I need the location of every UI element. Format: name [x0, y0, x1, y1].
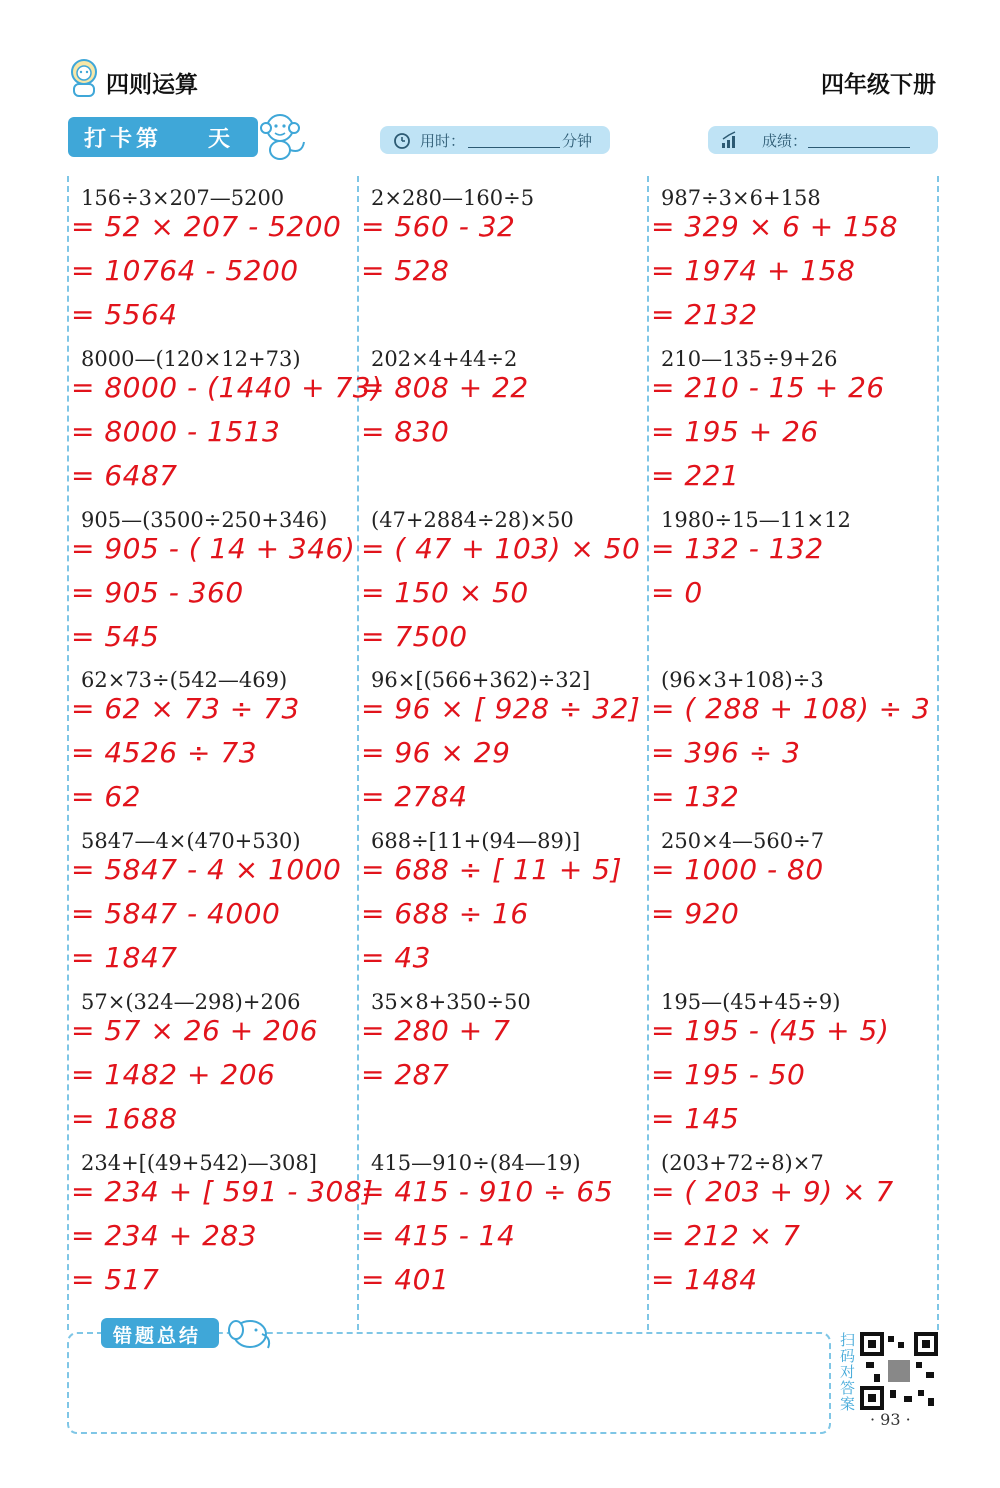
- checkin-label: 打卡第: [84, 127, 163, 152]
- handwritten-step: = 210 - 15 + 26: [651, 370, 885, 404]
- monkey-mascot-icon: [256, 110, 312, 162]
- qr-code-icon[interactable]: [860, 1332, 938, 1410]
- problem-expression: 2×280—160÷5: [371, 186, 535, 210]
- handwritten-step: = 62: [71, 780, 141, 814]
- problem-expression: 195—(45+45÷9): [661, 990, 841, 1014]
- problem-expression: 62×73÷(542—469): [81, 668, 288, 693]
- time-label: 用时：: [420, 132, 466, 150]
- handwritten-step: = 545: [71, 619, 160, 653]
- problem-cell: [359, 180, 639, 340]
- page-title: 四则运算: [106, 72, 198, 98]
- problem-expression: 210—135÷9+26: [661, 346, 838, 371]
- problem-expression: 415—910÷(84—19): [371, 1150, 581, 1175]
- handwritten-step: = 1000 - 80: [651, 853, 824, 887]
- page-header: [66, 58, 936, 102]
- handwritten-step: = 234 + 283: [71, 1218, 258, 1252]
- handwritten-step: = 1484: [651, 1262, 758, 1296]
- handwritten-step: = 8000 - (1440 + 73): [71, 370, 383, 404]
- score-field: [708, 126, 938, 154]
- problem-cell: [359, 662, 639, 822]
- problem-expression: 250×4—560÷7: [661, 829, 825, 854]
- problem-cell: [69, 984, 349, 1144]
- handwritten-step: = 43: [361, 941, 431, 975]
- mistake-summary-label: 错题总结: [113, 1325, 202, 1347]
- handwritten-step: = 234 + [ 591 - 308]: [71, 1174, 374, 1208]
- page-number: · 93 ·: [870, 1410, 911, 1429]
- problem-cell: [69, 180, 349, 340]
- problem-expression: 1980÷15—11×12: [661, 507, 851, 532]
- time-unit-label: 分钟: [562, 132, 593, 150]
- handwritten-step: = 8000 - 1513: [71, 414, 281, 448]
- handwritten-step: = 5847 - 4000: [71, 897, 281, 931]
- handwritten-step: = 905 - 360: [71, 575, 244, 609]
- problem-cell: [649, 341, 929, 501]
- handwritten-step: = 1688: [71, 1102, 178, 1135]
- handwritten-step: = 280 + 7: [361, 1014, 511, 1047]
- problem-cell: [649, 502, 929, 662]
- handwritten-step: = 415 - 14: [361, 1218, 516, 1252]
- handwritten-step: = 96 × [ 928 ÷ 32]: [361, 692, 641, 726]
- handwritten-step: = 2132: [651, 298, 758, 331]
- handwritten-step: = ( 203 + 9) × 7: [651, 1174, 894, 1208]
- handwritten-step: = 329 × 6 + 158: [651, 210, 899, 243]
- handwritten-step: = 396 ÷ 3: [651, 736, 801, 770]
- problem-cell: [359, 1145, 639, 1305]
- handwritten-step: = 7500: [361, 619, 468, 653]
- problem-expression: 35×8+350÷50: [371, 990, 531, 1014]
- lion-mascot-icon: [66, 58, 102, 98]
- problem-cell: [69, 662, 349, 822]
- problem-cell: [69, 1145, 374, 1305]
- problem-expression: 234+[(49+542)—308]: [81, 1150, 317, 1175]
- handwritten-step: = 57 × 26 + 206: [71, 1014, 319, 1047]
- grade-label: 四年级下册: [821, 72, 936, 98]
- problem-expression: 202×4+44÷2: [371, 346, 518, 371]
- problem-expression: 5847—4×(470+530): [81, 829, 301, 854]
- problem-cell: [69, 341, 383, 501]
- handwritten-step: = ( 288 + 108) ÷ 3: [651, 692, 931, 726]
- handwritten-step: = 688 ÷ [ 11 + 5]: [361, 853, 623, 887]
- handwritten-step: = 5847 - 4 × 1000: [71, 853, 342, 887]
- handwritten-step: = 195 - (45 + 5): [651, 1014, 890, 1047]
- problem-expression: 987÷3×6+158: [661, 186, 821, 210]
- problem-cell: [69, 502, 356, 662]
- problem-expression: 57×(324—298)+206: [81, 990, 301, 1014]
- problem-expression: 905—(3500÷250+346): [81, 507, 328, 532]
- handwritten-step: = 688 ÷ 16: [361, 897, 529, 931]
- problem-cell: [649, 823, 929, 983]
- handwritten-step: = 62 × 73 ÷ 73: [71, 692, 300, 726]
- handwritten-step: = 287: [361, 1058, 450, 1091]
- problem-expression: (203+72÷8)×7: [661, 1150, 824, 1175]
- problem-cell: [649, 984, 929, 1144]
- score-label: 成绩：: [762, 132, 808, 150]
- handwritten-step: = 195 + 26: [651, 414, 819, 448]
- handwritten-step: = 517: [71, 1262, 160, 1296]
- problem-cell: [69, 823, 349, 983]
- mistake-summary-tag: [101, 1318, 219, 1348]
- handwritten-step: = 0: [651, 575, 703, 609]
- handwritten-step: = 830: [361, 414, 450, 448]
- handwritten-step: = 1482 + 206: [71, 1058, 276, 1091]
- handwritten-step: = 560 - 32: [361, 210, 516, 243]
- handwritten-step: = 96 × 29: [361, 736, 511, 770]
- time-field: [380, 126, 610, 154]
- problem-cell: [359, 502, 639, 662]
- score-input-line[interactable]: [808, 147, 910, 148]
- handwritten-step: = 808 + 22: [361, 370, 529, 404]
- handwritten-step: = 212 × 7: [651, 1218, 801, 1252]
- problem-expression: (47+2884÷28)×50: [371, 507, 574, 532]
- handwritten-step: = ( 47 + 103) × 50: [361, 531, 641, 565]
- problem-cell: [649, 180, 929, 340]
- handwritten-step: = 5564: [71, 298, 178, 331]
- problem-cell: [649, 1145, 929, 1305]
- handwritten-step: = 150 × 50: [361, 575, 529, 609]
- time-input-line[interactable]: [468, 147, 560, 148]
- handwritten-step: = 10764 - 5200: [71, 254, 299, 287]
- problem-cell: [649, 662, 929, 822]
- handwritten-step: = 415 - 910 ÷ 65: [361, 1174, 614, 1208]
- handwritten-step: = 221: [651, 458, 740, 492]
- handwritten-step: = 2784: [361, 780, 468, 814]
- qr-caption: 扫码对答案: [840, 1331, 856, 1413]
- problem-expression: 96×[(566+362)÷32]: [371, 668, 591, 693]
- handwritten-step: = 401: [361, 1262, 450, 1296]
- checkin-day-label: 天: [208, 127, 231, 152]
- score-chart-icon: [720, 130, 740, 150]
- alarm-clock-icon: [392, 130, 412, 150]
- problem-expression: (96×3+108)÷3: [661, 668, 824, 693]
- problem-expression: 688÷[11+(94—89)]: [371, 829, 581, 854]
- problem-expression: 8000—(120×12+73): [81, 346, 301, 371]
- handwritten-step: = 1847: [71, 941, 178, 975]
- handwritten-step: = 132 - 132: [651, 531, 824, 565]
- handwritten-step: = 4526 ÷ 73: [71, 736, 258, 770]
- handwritten-step: = 195 - 50: [651, 1058, 806, 1091]
- handwritten-step: = 920: [651, 897, 740, 931]
- checkin-banner: [68, 117, 258, 157]
- grid-line-right: [937, 176, 939, 1330]
- handwritten-step: = 6487: [71, 458, 178, 492]
- elephant-mascot-icon: [222, 1312, 278, 1352]
- handwritten-step: = 1974 + 158: [651, 254, 856, 287]
- handwritten-step: = 132: [651, 780, 740, 814]
- problem-expression: 156÷3×207—5200: [81, 186, 285, 210]
- problem-cell: [359, 823, 639, 983]
- handwritten-step: = 528: [361, 254, 450, 287]
- handwritten-step: = 905 - ( 14 + 346): [71, 531, 356, 565]
- handwritten-step: = 145: [651, 1102, 740, 1135]
- problem-cell: [359, 341, 639, 501]
- handwritten-step: = 52 × 207 - 5200: [71, 210, 342, 243]
- problem-cell: [359, 984, 639, 1144]
